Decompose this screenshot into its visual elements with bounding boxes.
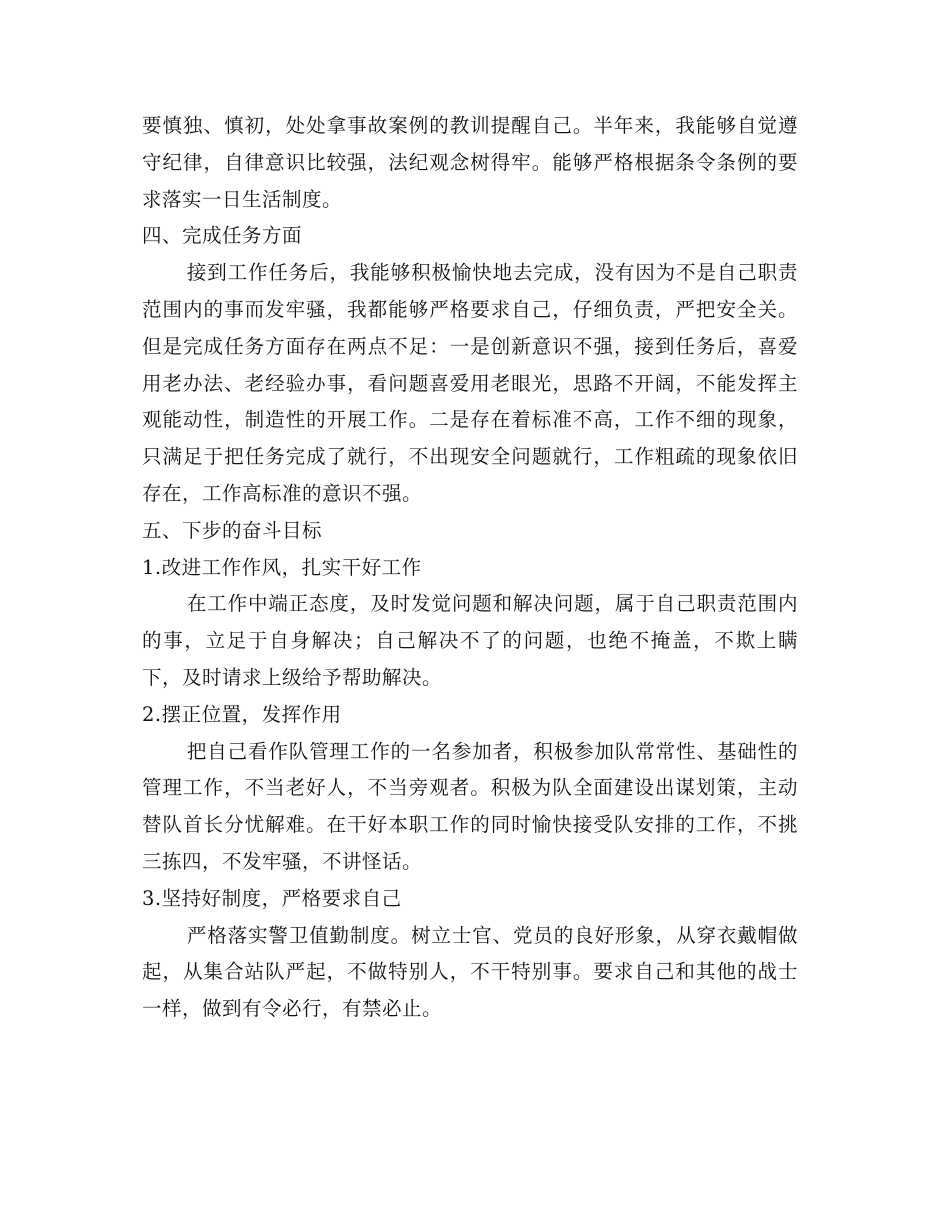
subheading-system-discipline: 3.坚持好制度，严格要求自己 — [142, 886, 402, 910]
paragraph-position-role: 把自己看作队管理工作的一名参加者，积极参加队常常性、基础性的管理工作，不当老好人，不当旁观者。积极为队全面建设出谋划策，主动替队首长分忧解难。在干好本职工作的同时愉快接受队安排的工作，不挑三拣四，不发牢骚，不讲怪话。 — [142, 739, 798, 873]
paragraph-work-style: 在工作中端正态度，及时发觉问题和解决问题，属于自己职责范围内的事，立足于自身解决；自己解决不了的问题，也绝不掩盖，不欺上瞒下，及时请求上级给予帮助解决。 — [142, 592, 798, 689]
paragraph-discipline-continued: 要慎独、慎初，处处拿事故案例的教训提醒自己。半年来，我能够自觉遵守纪律，自律意识比较强，法纪观念树得牢。能够严格根据条令条例的要求落实一日生活制度。 — [142, 114, 798, 211]
paragraph-task-completion: 接到工作任务后，我能够积极愉快地去完成，没有因为不是自己职责范围内的事而发牢骚，我都能够严格要求自己，仔细负责，严把安全关。但是完成任务方面存在两点不足：一是创新意识不强，接到任务后，喜爱用老办法、老经验办事，看问题喜爱用老眼光，思路不开阔，不能发挥主观能动性，制造性的开展工作。二是存在着标准不高，工作不细的现象，只满足于把任务完成了就行，不出现安全问题就行，工作粗疏的现象依旧存在，工作高标准的意识不强。 — [142, 261, 798, 505]
subheading-position-role: 2.摆正位置，发挥作用 — [142, 702, 342, 726]
section-heading-task-completion: 四、完成任务方面 — [142, 224, 303, 248]
document-body — [142, 108, 798, 1028]
section-heading-next-goals: 五、下步的奋斗目标 — [142, 518, 323, 542]
paragraph-system-discipline: 严格落实警卫值勤制度。树立士官、党员的良好形象，从穿衣戴帽做起，从集合站队严起，不做特别人，不干特别事。要求自己和其他的战士一样，做到有令必行，有禁必止。 — [142, 923, 798, 1021]
subheading-work-style: 1.改进工作作风，扎实干好工作 — [142, 555, 422, 579]
